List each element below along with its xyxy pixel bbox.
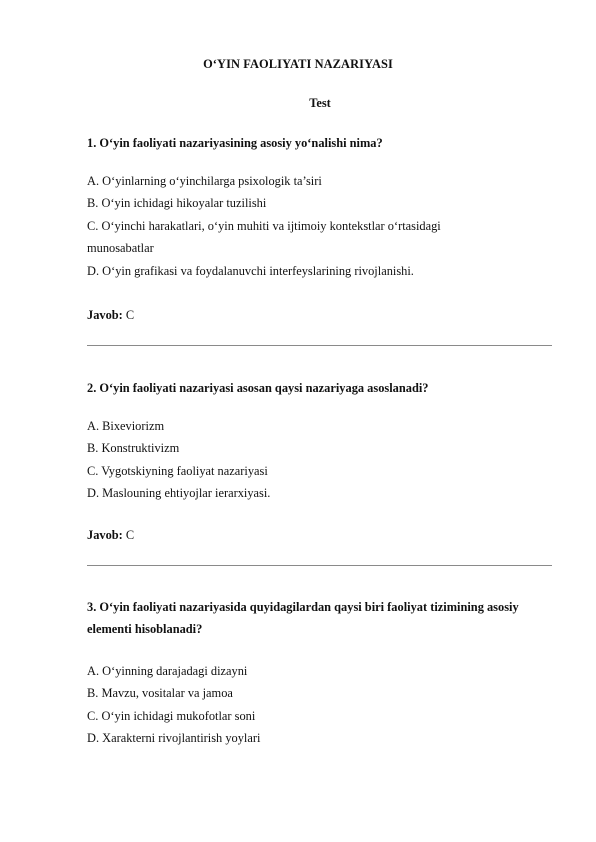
answer-value: C: [125, 528, 135, 542]
divider: [87, 345, 552, 346]
answer-value: C: [125, 308, 135, 322]
divider: [87, 565, 552, 566]
question-1-option-c: C. O‘yinchi harakatlari, o‘yin muhiti va ijtimoiy kontekstlar o‘rtasidagi munosabatlar: [87, 218, 441, 256]
question-2-option-a: A. Bixeviorizm: [87, 419, 165, 433]
question-3-option-b: B. Mavzu, vositalar va jamoa: [87, 686, 233, 701]
question-1-option-d: D. O‘yin grafikasi va foydalanuvchi interfeyslarining rivojlanishi.: [87, 263, 414, 278]
answer-label: Javob:: [87, 308, 123, 322]
question-1-text: 1. O‘yin faoliyati nazariyasining asosiy yo‘nalishi nima?: [87, 136, 383, 150]
question-3-options: [87, 660, 557, 750]
question-2-option-d: D. Maslouning ehtiyojlar ierarxiyasi.: [87, 486, 271, 501]
question-1-options: [87, 170, 557, 282]
question-1-option-b: B. O‘yin ichidagi hikoyalar tuzilishi: [87, 196, 267, 211]
question-3-option-d: D. Xarakterni rivojlantirish yoylari: [87, 731, 261, 746]
question-3-option-a: A. O‘yinning darajadagi dizayni: [87, 664, 248, 678]
question-2-text: 2. O‘yin faoliyati nazariyasi asosan qaysi nazariyaga asoslanadi?: [87, 381, 429, 395]
answer-label: Javob:: [87, 528, 123, 542]
question-2-options: [87, 415, 557, 505]
question-3-text: 3. O‘yin faoliyati nazariyasida quyidagilardan qaysi biri faoliyat tizimining asosiy elementi hisoblanadi?: [87, 600, 519, 636]
question-1-option-a: A. O‘yinlarning o‘yinchilarga psixologik ta’siri: [87, 174, 322, 188]
document-title: O‘YIN FAOLIYATI NAZARIYASI: [203, 57, 393, 71]
question-1-answer: [87, 308, 134, 323]
question-2-option-c: C. Vygotskiyning faoliyat nazariyasi: [87, 463, 268, 478]
question-2-answer: [87, 528, 134, 543]
question-2-option-b: B. Konstruktivizm: [87, 441, 180, 456]
document-subtitle: Test: [309, 96, 331, 110]
question-3-option-c: C. O‘yin ichidagi mukofotlar soni: [87, 708, 256, 723]
